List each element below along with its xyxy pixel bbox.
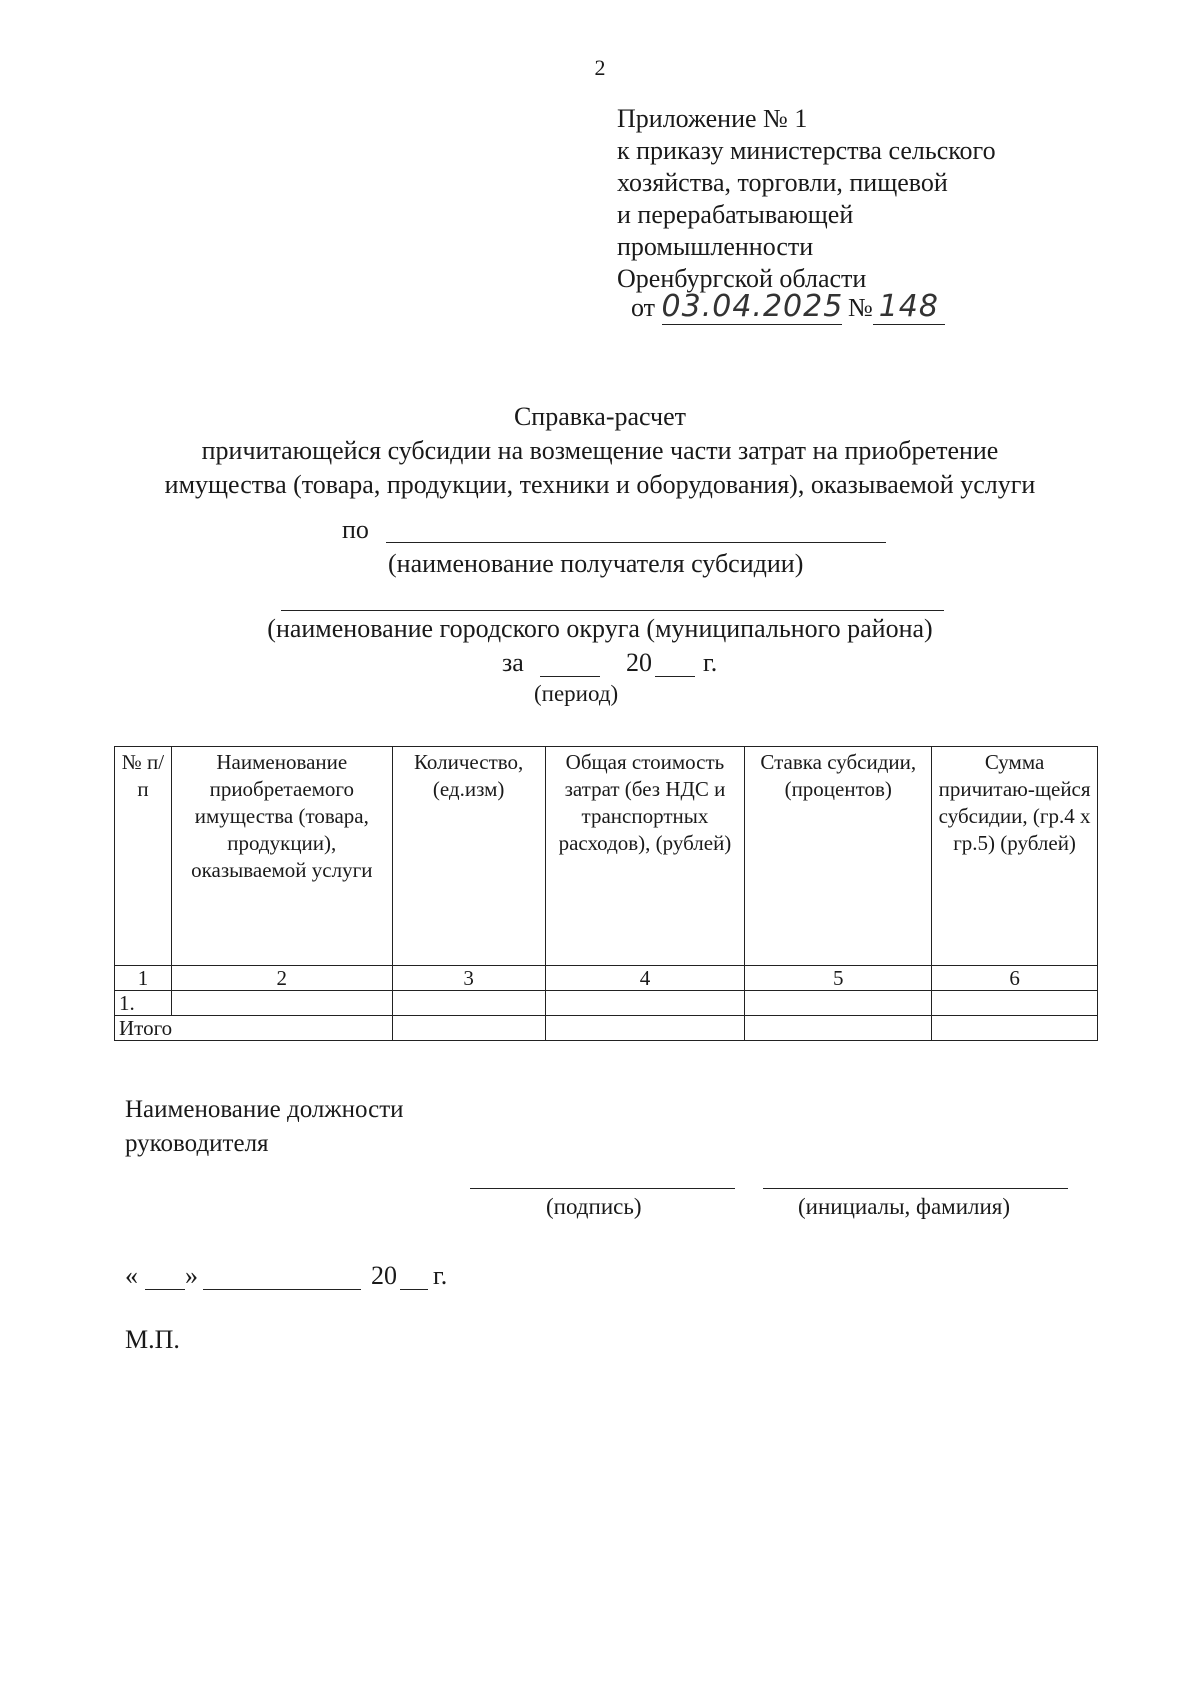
date-year-prefix: 20	[371, 1261, 397, 1290]
table-cell[interactable]	[545, 1016, 745, 1041]
column-number: 3	[392, 966, 545, 991]
number-prefix: №	[848, 293, 873, 322]
subsidy-table	[114, 746, 1098, 1041]
annex-line-2: к приказу министерства сельского	[617, 136, 996, 165]
table-cell[interactable]	[392, 991, 545, 1016]
period-line[interactable]	[540, 676, 600, 677]
table-cell[interactable]	[745, 1016, 932, 1041]
annex-block	[617, 103, 996, 325]
header-item-name: Наименование приобретаемого имущества (товара, продукции), оказываемой услуги	[171, 747, 392, 966]
order-number-field	[873, 291, 945, 325]
table-cell[interactable]	[392, 1016, 545, 1041]
period-year-suffix: г.	[703, 648, 718, 677]
signature-caption: (подпись)	[546, 1194, 642, 1219]
period-za: за	[502, 648, 524, 677]
annex-date-line	[631, 291, 996, 325]
table-cell[interactable]	[932, 991, 1098, 1016]
stamp-placeholder: М.П.	[125, 1325, 180, 1354]
table-cell[interactable]	[171, 991, 392, 1016]
total-row	[115, 1016, 1098, 1041]
table-cell[interactable]	[745, 991, 932, 1016]
column-number-row	[115, 966, 1098, 991]
title-line-1: Справка-расчет	[513, 402, 687, 431]
page-number: 2	[594, 55, 606, 80]
date-year-line[interactable]	[400, 1289, 428, 1290]
annex-line-3: хозяйства, торговли, пищевой	[617, 168, 948, 197]
title-line-2: причитающейся субсидии на возмещение части затрат на приобретение	[201, 436, 999, 465]
table-cell[interactable]	[932, 1016, 1098, 1041]
column-number: 4	[545, 966, 745, 991]
date-close-quote: »	[185, 1261, 198, 1290]
district-name-line[interactable]	[281, 610, 944, 611]
date-day-line[interactable]	[145, 1289, 185, 1290]
annex-line-1: Приложение № 1	[617, 104, 808, 133]
recipient-name-line[interactable]	[386, 542, 886, 543]
position-line-2: руководителя	[125, 1130, 269, 1157]
position-line-1: Наименование должности	[125, 1096, 404, 1123]
column-number: 5	[745, 966, 932, 991]
header-number: № п/п	[115, 747, 172, 966]
document-title	[0, 400, 1200, 502]
header-quantity: Количество, (ед.изм)	[392, 747, 545, 966]
column-number: 6	[932, 966, 1098, 991]
date-year-suffix: г.	[433, 1261, 448, 1290]
annex-line-4: и перерабатывающей	[617, 200, 854, 229]
title-line-3: имущества (товара, продукции, техники и оборудования), оказываемой услуги	[164, 470, 1036, 499]
date-open-quote: «	[125, 1261, 138, 1290]
position-block	[125, 1093, 404, 1161]
header-subsidy-rate: Ставка субсидии, (процентов)	[745, 747, 932, 966]
date-month-line[interactable]	[203, 1289, 361, 1290]
annex-line-6: Оренбургской области	[617, 264, 867, 293]
header-subsidy-amount: Сумма причитаю-щейся субсидии, (гр.4 х гр.5) (рублей)	[932, 747, 1098, 966]
column-number: 1	[115, 966, 172, 991]
recipient-prefix: по	[342, 515, 369, 544]
signature-line[interactable]	[470, 1188, 735, 1189]
annex-line-5: промышленности	[617, 232, 814, 261]
district-caption: (наименование городского округа (муниципального района)	[267, 614, 933, 643]
name-caption: (инициалы, фамилия)	[798, 1194, 1011, 1219]
order-number-handwritten: 148	[878, 289, 939, 324]
period-year-prefix: 20	[626, 648, 652, 677]
row-number: 1.	[115, 991, 172, 1016]
order-date-handwritten: 03.04.2025	[661, 289, 844, 324]
table-row	[115, 991, 1098, 1016]
table-header-row	[115, 747, 1098, 966]
date-prefix: от	[631, 293, 656, 322]
period-caption: (период)	[534, 681, 619, 706]
column-number: 2	[171, 966, 392, 991]
table-cell[interactable]	[545, 991, 745, 1016]
period-year-line[interactable]	[655, 676, 695, 677]
recipient-caption: (наименование получателя субсидии)	[388, 549, 804, 578]
order-date-field	[662, 291, 842, 325]
total-label: Итого	[115, 1016, 393, 1041]
header-total-cost: Общая стоимость затрат (без НДС и транспортных расходов), (рублей)	[545, 747, 745, 966]
name-line[interactable]	[763, 1188, 1068, 1189]
